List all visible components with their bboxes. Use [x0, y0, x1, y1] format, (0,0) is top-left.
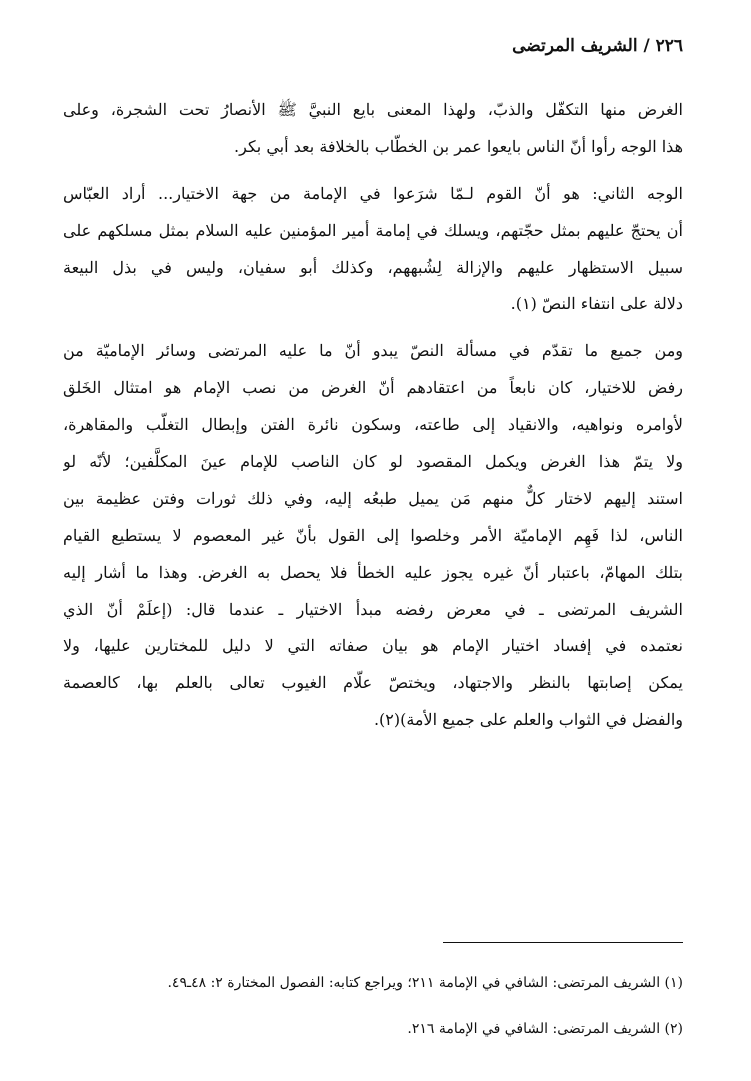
text-line: لأوامره ونواهيه، والانقياد إلى طاعته، وسكون نائرة الفتن وإبطال التغلّب والمقاهرة، [63, 415, 683, 435]
footnote-1: (١) الشريف المرتضى: الشافي في الإمامة ٢١١؛ ويراجع كتابه: الفصول المختارة ٢: ٤٨ـ٤٩. [167, 975, 683, 991]
text-line: بتلك المهامّ، باعتبار أنّ غيره يجوز عليه الخطأ فلا يحصل به الغرض. وهذا ما أشار إليه [63, 562, 683, 582]
text-line: الناس، لذا فَهِم الإماميّة الأمر وخلصوا إلى القول بأنّ غير المعصوم لا يستطيع القيام [63, 525, 683, 545]
text-line: نعتمده في إفساد اختيار الإمام هو بيان صفاته التي لا دليل للمختارين عليها، ولا [63, 636, 683, 656]
paragraph-2 [63, 176, 683, 324]
text-line: ولا يتمّ هذا الغرض ويكمل المقصود لو كان الناصب للإمام عينَ المكلَّفين؛ لأنّه لو [63, 452, 683, 472]
text-line: الشريف المرتضى ـ في معرض رفضه مبدأ الاختيار ـ عندما قال: (إعلَمْ أنّ الذي [63, 599, 683, 619]
text-line: الوجه الثاني: هو أنّ القوم لـمّا شرَعوا في الإمامة من جهة الاختيار... أراد العبّاس [63, 183, 683, 203]
text-line: دلالة على انتفاء النصّ (١). [510, 294, 683, 314]
text-line: استند إليهم لاختار كلٌّ منهم مَن يميل طبعُه إليه، وفي ذلك ثورات وفتن عظيمة بين [63, 488, 683, 508]
text-line: الغرض منها التكفّل والذبّ، ولهذا المعنى بايع النبيَّ ﷺ الأنصارُ تحت الشجرة، وعلى [63, 100, 683, 119]
footnotes [63, 960, 683, 1052]
text-line: ومن جميع ما تقدّم في مسألة النصّ يبدو أنّ ما عليه المرتضى وسائر الإماميّة من [63, 341, 683, 361]
footnote-2: (٢) الشريف المرتضى: الشافي في الإمامة ٢١٦. [407, 1021, 683, 1037]
text-line: رفض للاختيار، كان نابعاً من اعتقادهم أنّ الغرض من نصب الإمام هو امتثال الخَلق [63, 378, 683, 398]
text-line: أن يحتجّ عليهم بمثل حجّتهم، ويسلك في إمامة أمير المؤمنين عليه السلام بمثل مسلكهم على [63, 220, 683, 240]
text-line: يمكن إصابتها بالنظر والاجتهاد، ويختصّ علّام الغيوب تعالى بالعلم بها، كالعصمة [63, 673, 683, 693]
paragraph-1 [63, 92, 683, 166]
text-line: والفضل في الثواب والعلم على جميع الأمة)(٢). [373, 710, 683, 730]
page-header: ٢٢٦ / الشريف المرتضى [512, 36, 683, 56]
text-line: هذا الوجه رأوا أنّ الناس بايعوا عمر بن الخطّاب بالخلافة بعد أبي بكر. [234, 136, 683, 156]
text-line: سبيل الاستظهار عليهم والإزالة لِشُبههم، وكذلك أبو سفيان، وليس في بذل البيعة [63, 257, 683, 277]
paragraph-3 [63, 333, 683, 739]
footnote-separator [443, 942, 683, 943]
body-text [63, 92, 683, 739]
